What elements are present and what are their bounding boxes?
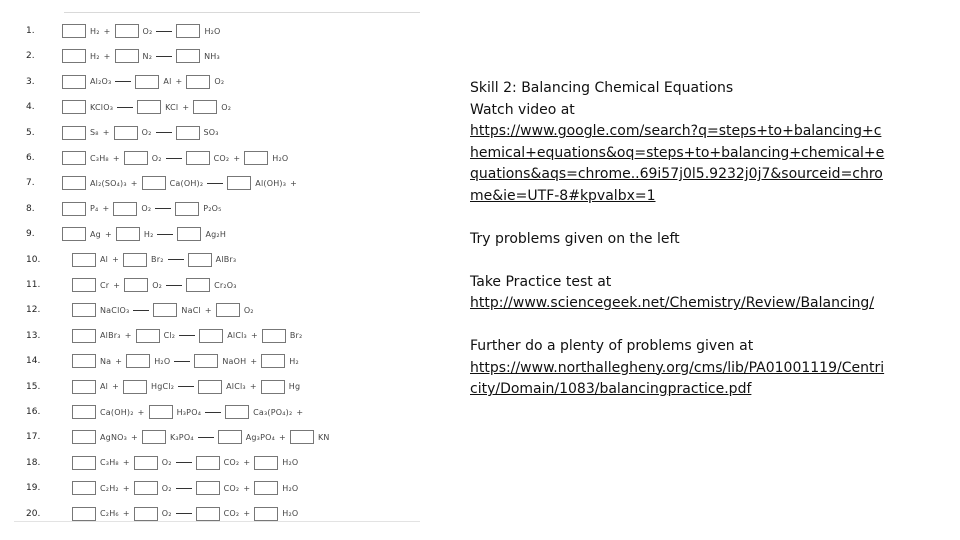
coefficient-box	[196, 481, 220, 495]
plus-sign: +	[102, 204, 110, 214]
chemical-formula: O₂	[221, 102, 232, 112]
chemical-formula: Ag₂H	[205, 229, 227, 239]
coefficient-box	[62, 24, 86, 38]
chemical-formula: KN	[317, 432, 330, 442]
chemical-formula: H₂	[90, 51, 100, 61]
chemical-formula: Na	[100, 356, 112, 366]
coefficient-box	[115, 49, 139, 63]
coefficient-box	[196, 456, 220, 470]
equation-row	[14, 352, 420, 370]
coefficient-box	[72, 481, 96, 495]
chemical-formula: C₃H₈	[90, 153, 109, 163]
plus-sign: +	[175, 77, 183, 87]
chemical-formula: Ag	[90, 229, 101, 239]
reaction-arrow	[117, 107, 133, 108]
chemical-formula: H₂	[90, 26, 100, 36]
equation-row	[14, 124, 420, 142]
coefficient-box	[62, 151, 86, 165]
coefficient-box	[254, 456, 278, 470]
equation-line	[62, 456, 298, 470]
chemical-formula: Br₂	[289, 331, 303, 341]
reaction-arrow	[178, 386, 194, 387]
coefficient-box	[153, 303, 177, 317]
chemical-formula: CO₂	[223, 483, 240, 493]
equation-number: 1.	[26, 26, 35, 36]
equation-line	[62, 176, 297, 190]
worksheet-top-rule	[64, 12, 420, 13]
reaction-arrow	[168, 259, 184, 260]
worksheet-image	[14, 12, 420, 522]
coefficient-box	[261, 354, 285, 368]
coefficient-box	[186, 75, 210, 89]
plus-sign: +	[124, 331, 132, 341]
plus-sign: +	[250, 356, 258, 366]
further-problems-label: Further do a plenty of problems given at	[470, 338, 754, 354]
plus-sign: +	[102, 128, 110, 138]
coefficient-box	[124, 278, 148, 292]
equation-line	[62, 405, 303, 419]
coefficient-box	[116, 227, 140, 241]
video-link[interactable]: https://www.google.com/search?q=steps+to+balancing+chemical+equations&oq=steps+to+balancing+chemical+equations&aqs=chrome..69i57j0l5.9232j0j7&sourceid=chrome&ie=UTF-8#kpvalbx=1	[470, 123, 885, 204]
coefficient-box	[72, 253, 96, 267]
plus-sign: +	[249, 382, 257, 392]
equation-line	[62, 354, 299, 368]
equation-row	[14, 378, 420, 396]
coefficient-box	[72, 354, 96, 368]
chemical-formula: C₃H₈	[100, 458, 119, 468]
equation-line	[62, 126, 219, 140]
chemical-formula: AlCl₃	[227, 331, 247, 341]
plus-sign: +	[113, 280, 121, 290]
coefficient-box	[72, 380, 96, 394]
reaction-arrow	[176, 488, 192, 489]
chemical-formula: Br₂	[151, 255, 164, 265]
equation-line	[62, 24, 221, 38]
coefficient-box	[186, 151, 210, 165]
equation-line	[62, 481, 298, 495]
coefficient-box	[72, 507, 96, 521]
reaction-arrow	[205, 412, 221, 413]
chemical-formula: NaClO₃	[100, 305, 130, 315]
plus-sign: +	[103, 26, 111, 36]
coefficient-box	[72, 303, 96, 317]
plus-sign: +	[103, 51, 111, 61]
equation-number: 17.	[26, 432, 41, 443]
equation-line	[62, 380, 300, 394]
equation-row	[14, 47, 420, 65]
coefficient-box	[176, 49, 200, 63]
equation-row	[14, 149, 420, 167]
plus-sign: +	[204, 305, 212, 315]
equation-number: 19.	[26, 483, 41, 494]
plus-sign: +	[243, 483, 251, 493]
try-problems-text: Try problems given on the left	[470, 230, 680, 247]
coefficient-box	[218, 430, 242, 444]
chemical-formula: O₂	[161, 458, 172, 468]
coefficient-box	[196, 507, 220, 521]
equation-number: 18.	[26, 457, 41, 468]
coefficient-box	[72, 405, 96, 419]
plus-sign: +	[122, 483, 130, 493]
plus-sign: +	[279, 432, 286, 442]
coefficient-box	[62, 227, 86, 241]
chemical-formula: KClO₃	[90, 102, 114, 112]
chemical-formula: NH₃	[204, 51, 220, 61]
chemical-formula: H₂	[289, 356, 299, 366]
chemical-formula: Ca₃(PO₄)₂	[253, 407, 293, 417]
equation-row	[14, 174, 420, 192]
coefficient-box	[114, 126, 138, 140]
equation-line	[62, 227, 226, 241]
chemical-formula: AlBr₃	[100, 331, 121, 341]
chemical-formula: Ca(OH)₂	[100, 407, 134, 417]
chemical-formula: Ag₃PO₄	[245, 432, 276, 442]
further-problems-link[interactable]: https://www.northallegheny.org/cms/lib/PA01001119/Centricity/Domain/1083/balancingpractice.pdf	[470, 359, 885, 397]
equation-row	[14, 225, 420, 243]
equation-line	[62, 278, 237, 292]
coefficient-box	[72, 278, 96, 292]
plus-sign: +	[296, 407, 304, 417]
reaction-arrow	[156, 56, 172, 57]
equation-row	[14, 327, 420, 345]
coefficient-box	[62, 176, 86, 190]
coefficient-box	[62, 100, 86, 114]
plus-sign: +	[130, 178, 138, 188]
chemical-formula: Cr₂O₃	[214, 280, 237, 290]
coefficient-box	[142, 430, 166, 444]
coefficient-box	[198, 380, 222, 394]
coefficient-box	[244, 151, 268, 165]
equation-row	[14, 22, 420, 40]
chemical-formula: O₂	[151, 153, 162, 163]
plus-sign: +	[131, 432, 138, 442]
equation-number: 20.	[26, 508, 41, 519]
coefficient-box	[134, 481, 158, 495]
equation-line	[62, 151, 288, 165]
chemical-formula: H₂O	[154, 356, 171, 366]
chemical-formula: Al₂O₃	[90, 77, 112, 87]
equation-number: 9.	[26, 229, 35, 240]
equation-row	[14, 428, 420, 446]
plus-sign: +	[137, 407, 145, 417]
coefficient-box	[176, 126, 200, 140]
chemical-formula: Hg	[288, 382, 301, 392]
reaction-arrow	[166, 158, 182, 159]
equation-line	[62, 507, 298, 521]
equation-number: 4.	[26, 102, 35, 113]
coefficient-box	[290, 430, 314, 444]
equation-row	[14, 251, 420, 269]
equation-line	[62, 430, 330, 444]
chemical-formula: O₂	[142, 26, 153, 36]
reaction-arrow	[115, 81, 131, 82]
plus-sign: +	[182, 102, 190, 112]
chemical-formula: H₂O	[282, 458, 299, 468]
coefficient-box	[62, 75, 86, 89]
chemical-formula: Al	[163, 77, 172, 87]
coefficient-box	[188, 253, 212, 267]
chemical-formula: O₂	[152, 280, 163, 290]
equation-row	[14, 479, 420, 497]
chemical-formula: Al(OH)₃	[255, 178, 287, 188]
equation-number: 3.	[26, 76, 35, 87]
plus-sign: +	[115, 356, 123, 366]
coefficient-box	[134, 507, 158, 521]
coefficient-box	[115, 24, 139, 38]
equation-number: 12.	[26, 305, 41, 316]
equation-line	[62, 75, 224, 89]
chemical-formula: H₂O	[272, 153, 289, 163]
chemical-formula: K₃PO₄	[169, 432, 194, 442]
equation-number: 11.	[26, 280, 41, 290]
chemical-formula: AgNO₃	[100, 432, 128, 442]
plus-sign: +	[112, 153, 120, 163]
coefficient-box	[113, 202, 137, 216]
chemical-formula: Al	[100, 382, 109, 392]
chemical-formula: SO₃	[203, 128, 219, 138]
coefficient-box	[123, 253, 147, 267]
chemical-formula: NaCl	[181, 305, 201, 315]
reaction-arrow	[174, 361, 190, 362]
equation-row	[14, 403, 420, 421]
chemical-formula: H₂O	[282, 509, 299, 519]
plus-sign: +	[233, 153, 241, 163]
equation-line	[62, 202, 222, 216]
plus-sign: +	[250, 331, 258, 341]
coefficient-box	[262, 329, 286, 343]
coefficient-box	[176, 24, 200, 38]
chemical-formula: P₄	[90, 204, 99, 214]
coefficient-box	[254, 507, 278, 521]
chemical-formula: O₂	[214, 77, 225, 87]
plus-sign: +	[243, 458, 251, 468]
chemical-formula: H₂O	[282, 483, 299, 493]
practice-test-label: Take Practice test at	[470, 273, 612, 290]
equation-number: 2.	[26, 51, 35, 62]
coefficient-box	[62, 202, 86, 216]
plus-sign: +	[112, 255, 120, 265]
chemical-formula: N₂	[142, 51, 153, 61]
chemical-formula: H₂O	[204, 26, 221, 36]
equation-number: 5.	[26, 127, 35, 138]
chemical-formula: KCl	[165, 102, 179, 112]
reaction-arrow	[198, 437, 214, 438]
equation-row	[14, 98, 420, 116]
chemical-formula: CO₂	[213, 153, 230, 163]
equation-number: 14.	[26, 356, 41, 367]
chemical-formula: Al₂(SO₄)₃	[90, 178, 127, 188]
coefficient-box	[216, 303, 240, 317]
equation-line	[62, 253, 236, 267]
equation-line	[62, 49, 220, 63]
plus-sign: +	[122, 509, 130, 519]
reaction-arrow	[176, 462, 192, 463]
chemical-formula: AlCl₃	[226, 382, 246, 392]
plus-sign: +	[243, 509, 251, 519]
equation-number: 15.	[26, 381, 41, 392]
chemical-formula: O₂	[161, 483, 172, 493]
chemical-formula: HgCl₂	[151, 382, 175, 392]
equation-number: 13.	[26, 330, 41, 341]
chemical-formula: S₈	[90, 128, 99, 138]
plus-sign: +	[122, 458, 130, 468]
equation-row	[14, 454, 420, 472]
chemical-formula: O₂	[141, 128, 152, 138]
reaction-arrow	[156, 31, 172, 32]
equation-number: 6.	[26, 153, 35, 163]
chemical-formula: AlBr₃	[215, 255, 237, 265]
coefficient-box	[194, 354, 218, 368]
reaction-arrow	[157, 234, 173, 235]
instructions-panel	[470, 78, 890, 401]
coefficient-box	[62, 49, 86, 63]
practice-test-link[interactable]: http://www.sciencegeek.net/Chemistry/Review/Balancing/	[470, 295, 875, 311]
coefficient-box	[193, 100, 217, 114]
coefficient-box	[124, 151, 148, 165]
coefficient-box	[137, 100, 161, 114]
chemical-formula: O₂	[161, 509, 172, 519]
plus-sign: +	[104, 229, 112, 239]
reaction-arrow	[176, 513, 192, 514]
equation-number: 7.	[26, 178, 35, 189]
equation-row	[14, 200, 420, 218]
coefficient-box	[175, 202, 199, 216]
plus-sign: +	[290, 178, 298, 188]
coefficient-box	[227, 176, 251, 190]
reaction-arrow	[207, 183, 223, 184]
reaction-arrow	[133, 310, 149, 311]
chemical-formula: P₂O₅	[203, 204, 222, 214]
coefficient-box	[72, 329, 96, 343]
equation-number: 8.	[26, 203, 35, 214]
equation-number: 10.	[26, 254, 41, 265]
coefficient-box	[177, 227, 201, 241]
coefficient-box	[254, 481, 278, 495]
equation-line	[62, 100, 231, 114]
chemical-formula: Cr	[100, 280, 110, 290]
chemical-formula: Cl₂	[163, 331, 176, 341]
chemical-formula: O₂	[243, 305, 254, 315]
plus-sign: +	[112, 382, 120, 392]
reaction-arrow	[179, 335, 195, 336]
coefficient-box	[72, 430, 96, 444]
chemical-formula: Al	[100, 255, 109, 265]
reaction-arrow	[156, 132, 172, 133]
watch-video-label: Watch video at	[470, 101, 575, 118]
equation-row	[14, 276, 420, 294]
coefficient-box	[225, 405, 249, 419]
chemical-formula: Ca(OH)₂	[169, 178, 204, 188]
coefficient-box	[261, 380, 285, 394]
equation-line	[62, 329, 302, 343]
coefficient-box	[135, 75, 159, 89]
coefficient-box	[149, 405, 173, 419]
chemical-formula: H₃PO₄	[176, 407, 202, 417]
equation-row	[14, 505, 420, 522]
skill-title: Skill 2: Balancing Chemical Equations	[470, 80, 734, 96]
coefficient-box	[62, 126, 86, 140]
worksheet-bottom-rule	[14, 521, 420, 522]
coefficient-box	[72, 456, 96, 470]
coefficient-box	[123, 380, 147, 394]
equation-row	[14, 301, 420, 319]
coefficient-box	[126, 354, 150, 368]
chemical-formula: O₂	[141, 204, 152, 214]
chemical-formula: C₂H₆	[100, 509, 119, 519]
chemical-formula: NaOH	[222, 356, 247, 366]
coefficient-box	[199, 329, 223, 343]
equation-line	[62, 303, 254, 317]
coefficient-box	[186, 278, 210, 292]
chemical-formula: H₂	[143, 229, 154, 239]
coefficient-box	[142, 176, 166, 190]
chemical-formula: C₂H₂	[100, 483, 119, 493]
coefficient-box	[134, 456, 158, 470]
chemical-formula: CO₂	[223, 458, 240, 468]
coefficient-box	[136, 329, 160, 343]
reaction-arrow	[155, 208, 171, 209]
equation-number: 16.	[26, 407, 41, 417]
reaction-arrow	[166, 285, 182, 286]
equation-row	[14, 73, 420, 91]
chemical-formula: CO₂	[223, 509, 240, 519]
